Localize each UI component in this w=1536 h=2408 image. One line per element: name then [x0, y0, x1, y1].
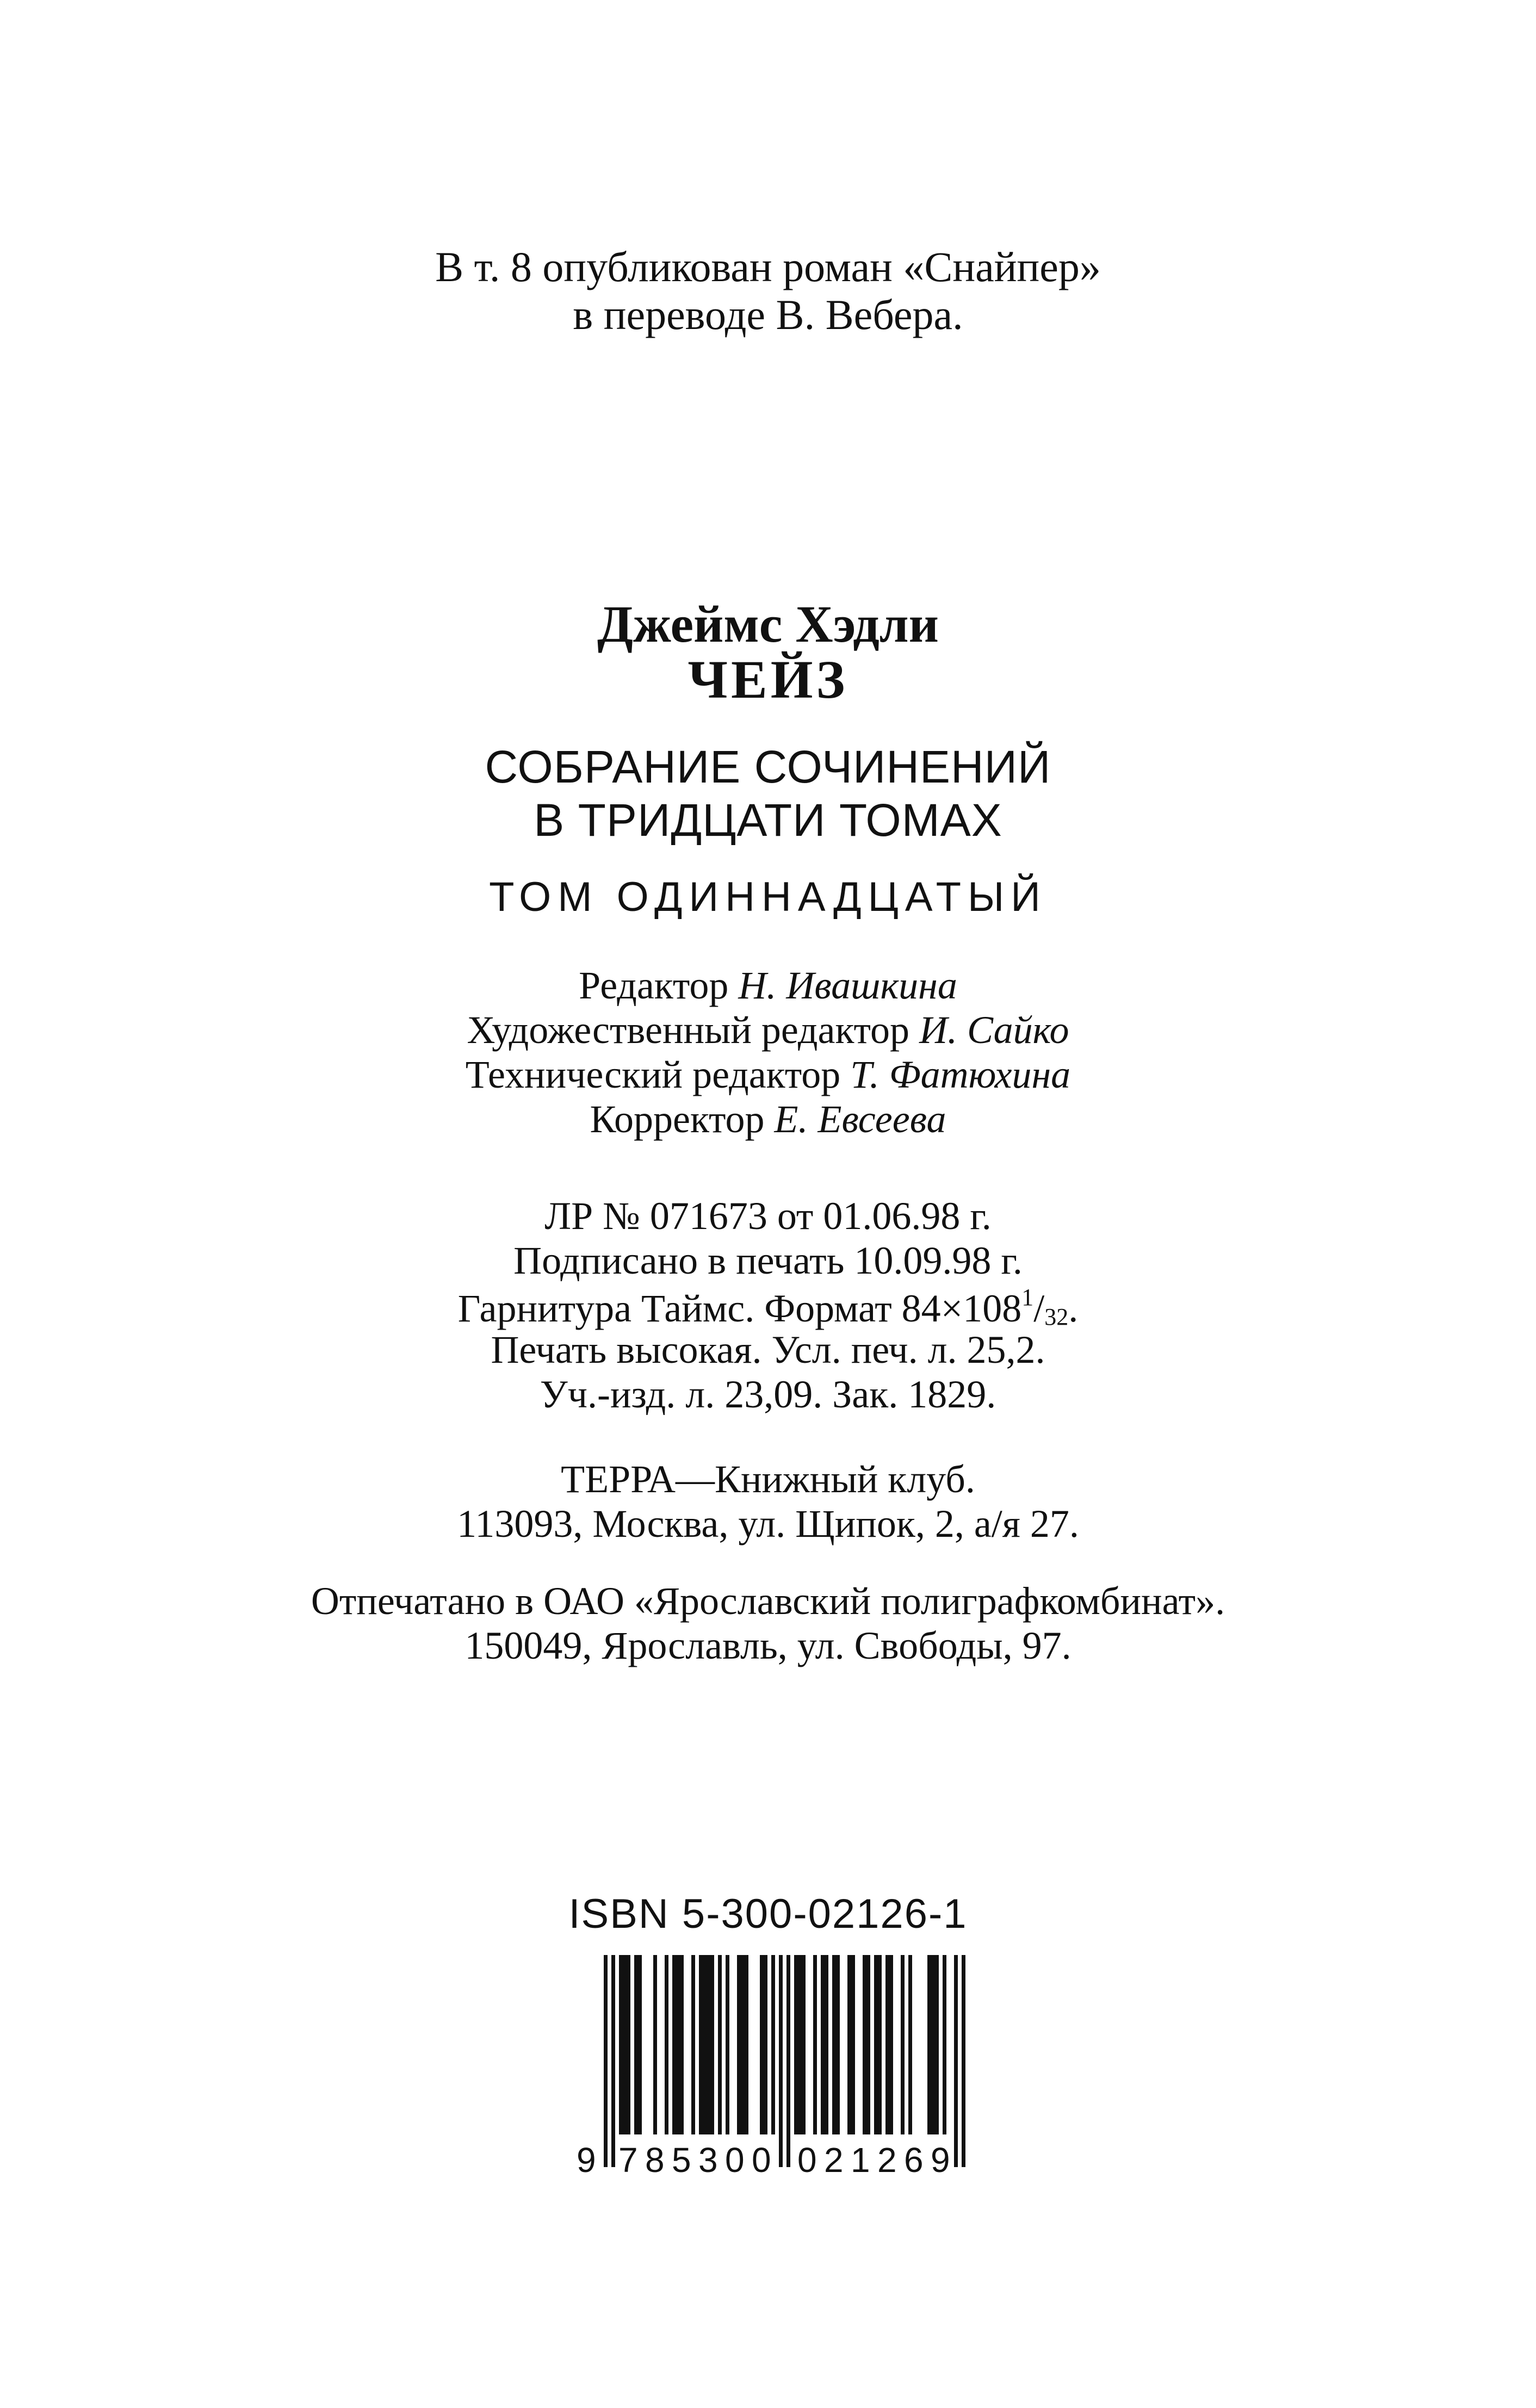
barcode-bar [954, 1955, 958, 2167]
barcode-digit: 2 [824, 2140, 844, 2180]
credit-role: Художественный редактор [467, 1008, 910, 1052]
barcode-bar [927, 1955, 939, 2134]
volume-title: ТОМ ОДИННАДЦАТЫЙ [489, 874, 1047, 920]
barcode-digit: 0 [797, 2140, 817, 2180]
isbn-barcode [571, 1955, 995, 2189]
barcode-digit: 6 [904, 2140, 924, 2180]
barcode-bar [863, 1955, 870, 2134]
printer-address: 150049, Ярославль, ул. Свободы, 97. [464, 1624, 1072, 1667]
barcode-bar [718, 1955, 722, 2134]
barcode-bar [604, 1955, 608, 2167]
barcode-digit: 0 [752, 2140, 771, 2180]
barcode-bar [847, 1955, 855, 2134]
printer-name: Отпечатано в ОАО «Ярославский полиграфкомбинат». [311, 1579, 1225, 1623]
collection-title-line-1: СОБРАНИЕ СОЧИНЕНИЙ [485, 741, 1051, 792]
credit-art-editor [0, 1010, 1536, 1050]
imprint-signed: Подписано в печать 10.09.98 г. [513, 1239, 1023, 1282]
barcode-bar [771, 1955, 775, 2134]
barcode-bar [908, 1955, 912, 2134]
barcode-bar [794, 1955, 806, 2134]
barcode-digit: 8 [645, 2140, 665, 2180]
barcode-bar [672, 1955, 684, 2134]
barcode-digit: 9 [577, 2140, 596, 2180]
barcode-bar [611, 1955, 615, 2167]
barcode-bar [821, 1955, 828, 2134]
barcode-bar [665, 1955, 668, 2134]
credit-person: Н. Ивашкина [738, 964, 957, 1007]
barcode-bar [943, 1955, 946, 2134]
notice-line-1: В т. 8 опубликован роман «Снайпер» [435, 243, 1101, 290]
barcode-bar [726, 1955, 729, 2134]
barcode-digit: 1 [851, 2140, 870, 2180]
notice-line-2: в переводе В. Вебера. [573, 291, 963, 338]
barcode-digit: 5 [672, 2140, 691, 2180]
credit-person: Т. Фатюхина [850, 1053, 1071, 1096]
collection-title-line-2: В ТРИДЦАТИ ТОМАХ [534, 795, 1002, 846]
barcode-digit: 2 [877, 2140, 897, 2180]
barcode-bar [653, 1955, 657, 2134]
barcode-digit: 0 [725, 2140, 745, 2180]
barcode-bar [737, 1955, 748, 2134]
isbn-label: ISBN 5-300-02126-1 [568, 1891, 968, 1937]
author-name: Джеймс Хэдли [597, 595, 939, 653]
barcode-bar [699, 1955, 714, 2134]
credit-person: И. Сайко [919, 1008, 1069, 1052]
format-sub: 32 [1044, 1304, 1069, 1330]
imprint-license: ЛР № 071673 от 01.06.98 г. [544, 1194, 992, 1238]
format-text: Гарнитура Таймс. Формат 84×108 [457, 1287, 1022, 1330]
credit-tech-editor [0, 1055, 1536, 1094]
barcode-digit: 7 [618, 2140, 638, 2180]
barcode-bar [786, 1955, 790, 2167]
publisher-address: 113093, Москва, ул. Щипок, 2, а/я 27. [457, 1502, 1079, 1546]
format-end: . [1068, 1287, 1079, 1330]
format-slash: / [1033, 1287, 1045, 1330]
credit-editor [0, 966, 1536, 1005]
credit-proofreader [0, 1097, 1536, 1141]
barcode-bar [874, 1955, 882, 2134]
credit-role: Технический редактор [465, 1053, 841, 1096]
barcode-bar [779, 1955, 783, 2167]
imprint-format [0, 1286, 1536, 1329]
format-sup: 1 [1021, 1284, 1034, 1311]
barcode-bar [832, 1955, 840, 2134]
barcode-bar [634, 1955, 642, 2134]
credit-role: Редактор [579, 964, 729, 1007]
imprint-edition: Уч.-изд. л. 23,09. Зак. 1829. [540, 1373, 996, 1416]
barcode-bar [691, 1955, 695, 2134]
barcode-bar [962, 1955, 965, 2167]
barcode-bar [813, 1955, 817, 2134]
barcode-digit: 3 [698, 2140, 718, 2180]
publisher-name: ТЕРРА—Книжный клуб. [561, 1457, 975, 1501]
credit-role: Корректор [590, 1097, 765, 1141]
barcode-bar [619, 1955, 630, 2134]
credit-person: Е. Евсеева [774, 1097, 946, 1141]
imprint-print: Печать высокая. Усл. печ. л. 25,2. [491, 1328, 1045, 1371]
barcode-bar [885, 1955, 893, 2134]
barcode-bar [760, 1955, 767, 2134]
barcode-digit: 9 [931, 2140, 950, 2180]
author-surname: ЧЕЙЗ [688, 649, 848, 710]
barcode-bar [901, 1955, 905, 2134]
